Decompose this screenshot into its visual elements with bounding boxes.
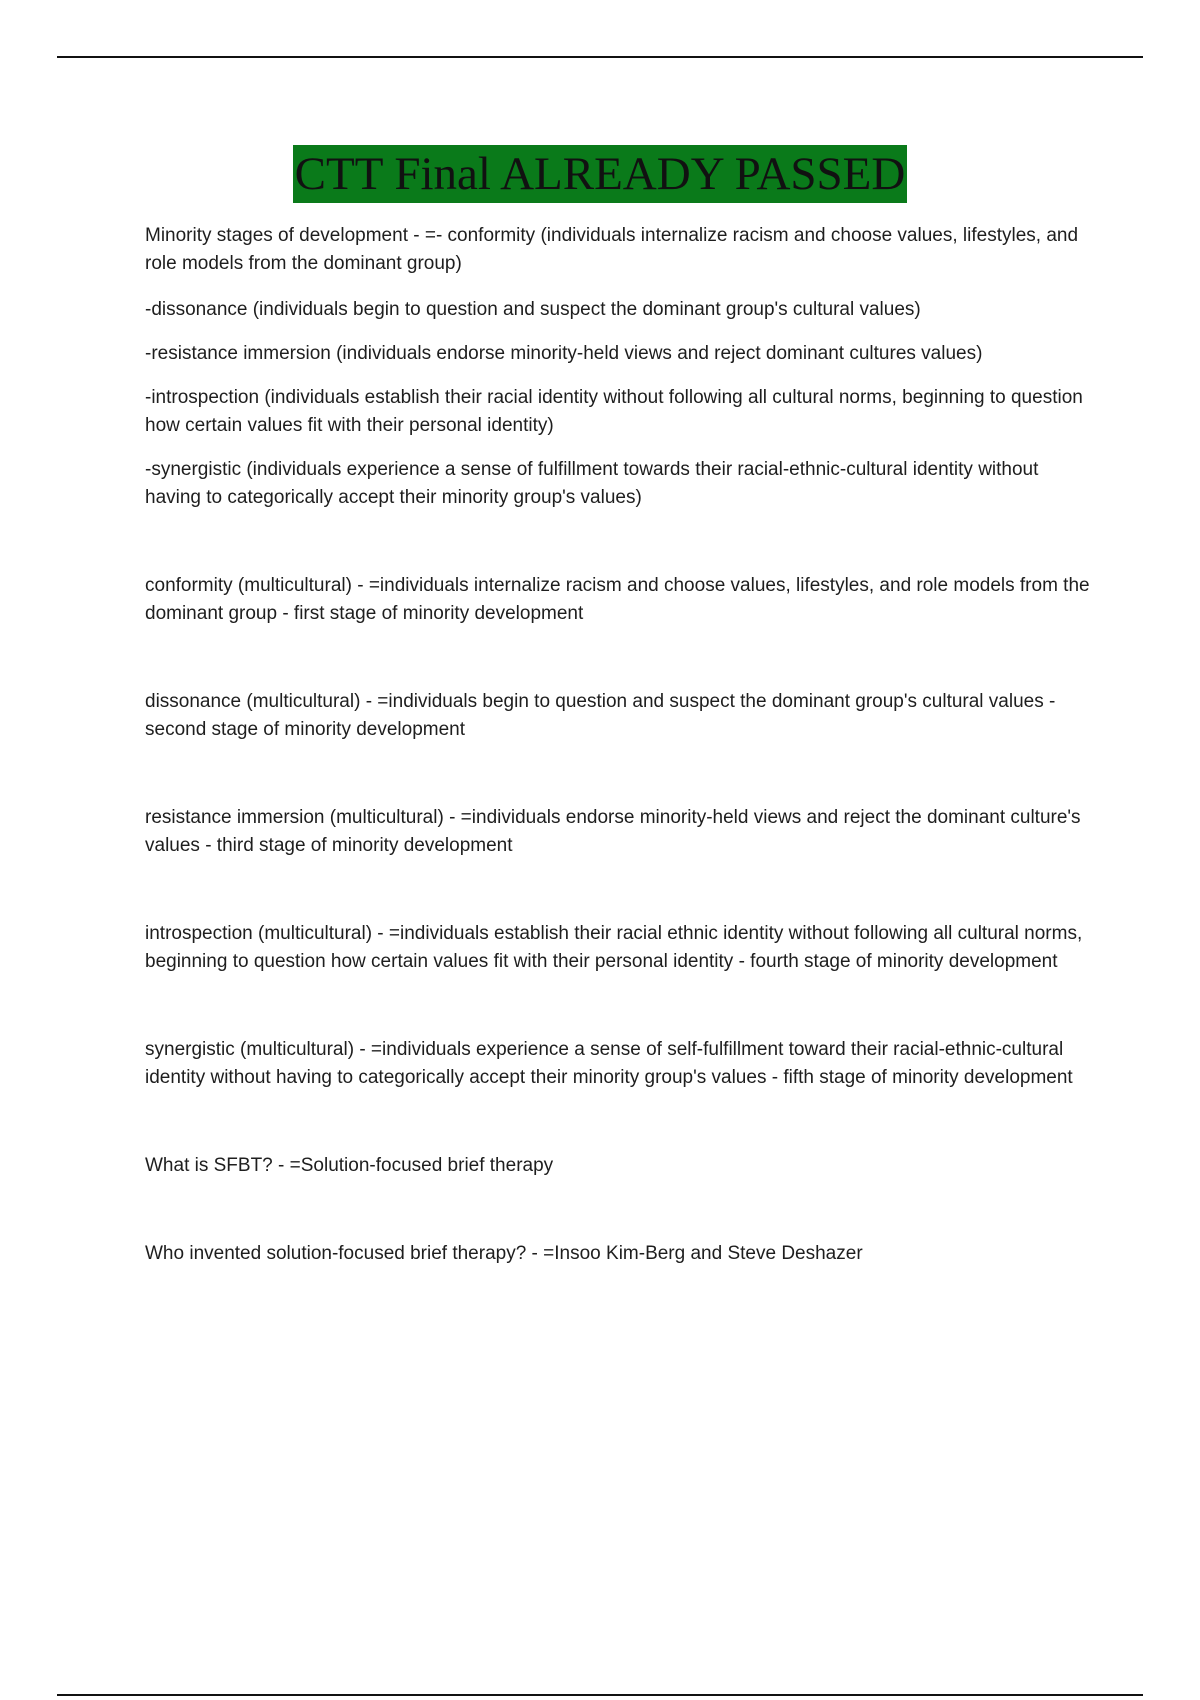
top-rule (57, 56, 1143, 58)
stage-line: -synergistic (individuals experience a sense of fulfillment towards their racial-ethnic-cultural identity without having to categorically accept their minority group's values) (145, 459, 1039, 508)
document-title: CTT Final ALREADY PASSED (293, 145, 908, 203)
stage-line: -dissonance (individuals begin to question and suspect the dominant group's cultural values) (145, 299, 921, 320)
flashcard-entry: introspection (multicultural) - =individuals establish their racial ethnic identity without following all cultural norms, beginning to question how certain values fit with their personal identity - fourth stage of minority development (145, 923, 1083, 972)
intro-paragraph: Minority stages of development - =- conformity (individuals internalize racism and choose values, lifestyles, and role models from the dominant group) (145, 225, 1079, 274)
stage-line: -resistance immersion (individuals endorse minority-held views and reject dominant cultures values) (145, 343, 983, 364)
flashcard-entry: What is SFBT? - =Solution-focused brief therapy (145, 1155, 554, 1176)
document-body (145, 222, 1095, 1328)
flashcard-entry: conformity (multicultural) - =individuals internalize racism and choose values, lifestyles, and role models from the dominant group - first stage of minority development (145, 575, 1090, 624)
flashcard-entry: dissonance (multicultural) - =individuals begin to question and suspect the dominant group's cultural values - second stage of minority development (145, 691, 1056, 740)
title-banner (0, 145, 1200, 203)
bottom-rule (57, 1694, 1143, 1696)
flashcard-entry: synergistic (multicultural) - =individuals experience a sense of self-fulfillment toward their racial-ethnic-cultural identity without having to categorically accept their minority group's values - fifth stage of minority development (145, 1039, 1073, 1088)
flashcard-entry: resistance immersion (multicultural) - =individuals endorse minority-held views and reject the dominant culture's values - third stage of minority development (145, 807, 1081, 856)
stage-line: -introspection (individuals establish their racial identity without following all cultural norms, beginning to question how certain values fit with their personal identity) (145, 387, 1083, 436)
flashcard-entry: Who invented solution-focused brief therapy? - =Insoo Kim-Berg and Steve Deshazer (145, 1243, 863, 1264)
